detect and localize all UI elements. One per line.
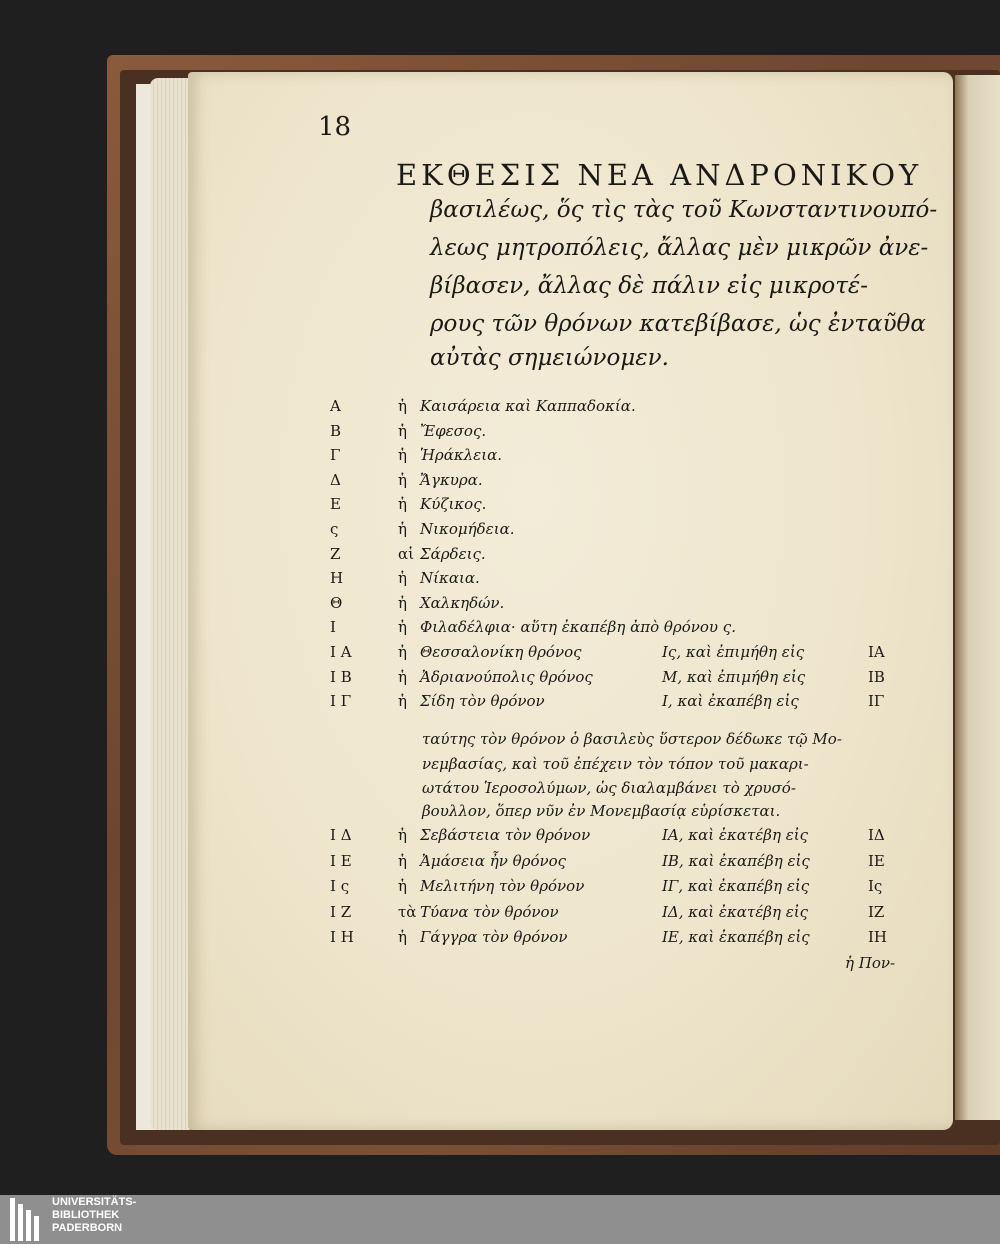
entry-number: Ι Η bbox=[330, 928, 354, 946]
entry-row bbox=[0, 471, 1000, 495]
entry-number: Ι ς bbox=[330, 877, 350, 895]
entry-article: ἡ bbox=[398, 667, 407, 686]
entry-rank-number: ΙΒ bbox=[868, 667, 885, 686]
entry-article: ἡ bbox=[398, 397, 407, 415]
entry-article: ἡ bbox=[398, 618, 407, 637]
title-line: λεως μητροπόλεις, ἄλλας μὲν μικρῶν ἀνε- bbox=[430, 235, 929, 261]
entry-name: Σίδη τὸν θρόνον bbox=[420, 692, 545, 711]
entry-rank: Μ, καὶ ἐπιμήθη εἰς bbox=[662, 667, 806, 686]
entry-number: Ι Β bbox=[330, 667, 352, 686]
entry-article: ἡ bbox=[398, 569, 407, 588]
library-name-line: BIBLIOTHEK bbox=[52, 1209, 120, 1221]
entry-number: Α bbox=[330, 397, 341, 415]
entry-number: Ζ bbox=[330, 544, 341, 563]
entry-name: Φιλαδέλφια· αὕτη ἐκαπέβη ἀπὸ θρόνου ς. bbox=[420, 618, 736, 637]
entry-number: Δ bbox=[330, 470, 341, 489]
entry-name: Ἄγκυρα. bbox=[420, 470, 483, 489]
entry-name: Σεβάστεια τὸν θρόνον bbox=[420, 826, 591, 844]
entry-number: Ι Γ bbox=[330, 692, 352, 711]
footer-bar bbox=[0, 1195, 1000, 1244]
entry-rank: ΙΔ, καὶ ἐκατέβη εἰς bbox=[662, 902, 809, 921]
entry-name: Μελιτήνη τὸν θρόνον bbox=[420, 877, 585, 895]
entry-article: ἡ bbox=[398, 826, 407, 844]
entry-number: Ε bbox=[330, 495, 341, 514]
entry-rank: ΙΕ, καὶ ἐκαπέβη εἰς bbox=[662, 928, 810, 946]
entry-row bbox=[0, 826, 1000, 850]
entry-row bbox=[0, 422, 1000, 446]
library-name-line: UNIVERSITÄTS- bbox=[52, 1196, 137, 1208]
entry-number: Ι Α bbox=[330, 643, 352, 661]
entry-article: ἡ bbox=[398, 520, 407, 538]
entry-article: αἱ bbox=[398, 544, 415, 563]
entry-row bbox=[0, 643, 1000, 667]
entry-row bbox=[0, 903, 1000, 927]
catchword: ἡ Πον- bbox=[845, 954, 896, 972]
entry-article: ἡ bbox=[398, 421, 407, 440]
entry-name: Γάγγρα τὸν θρόνον bbox=[420, 928, 568, 946]
entry-article: ἡ bbox=[398, 446, 407, 465]
note-line: ωτάτου Ἱεροσολύμων, ὡς διαλαμβάνει τὸ χρυσό- bbox=[422, 779, 796, 797]
entry-row bbox=[0, 495, 1000, 519]
entry-rank-number: ΙΔ bbox=[868, 826, 885, 844]
entry-name: Χαλκηδών. bbox=[420, 593, 505, 612]
entry-name: Ἀμάσεια ἦν θρόνος bbox=[420, 851, 567, 870]
entry-row bbox=[0, 397, 1000, 421]
entry-article: ἡ bbox=[398, 692, 407, 711]
entry-name: Τύανα τὸν θρόνον bbox=[420, 902, 559, 921]
entry-article: ἡ bbox=[398, 877, 407, 895]
headline: ΕΚΘΕΣΙΣ ΝΕΑ ΑΝΔΡΟΝΙΚΟΥ bbox=[396, 158, 923, 192]
entry-article: τὰ bbox=[398, 902, 417, 921]
entry-article: ἡ bbox=[398, 643, 407, 661]
entry-row bbox=[0, 545, 1000, 569]
entry-name: Κύζικος. bbox=[420, 495, 487, 514]
entry-number: Θ bbox=[330, 593, 343, 612]
entry-name: Ἔφεσος. bbox=[420, 421, 487, 440]
title-line: ρους τῶν θρόνων κατεβίβασε, ὡς ἐνταῦθα bbox=[430, 311, 926, 337]
entry-rank-number: ΙΑ bbox=[868, 643, 885, 661]
entry-article: ἡ bbox=[398, 928, 407, 946]
entry-row bbox=[0, 852, 1000, 876]
entry-number: Ι Ζ bbox=[330, 902, 352, 921]
entry-rank-number: ΙΗ bbox=[868, 928, 888, 946]
entry-name: Καισάρεια καὶ Καππαδοκία. bbox=[420, 397, 636, 415]
entry-rank: ΙΑ, καὶ ἐκατέβη εἰς bbox=[662, 826, 809, 844]
entry-number: Ι Δ bbox=[330, 826, 352, 844]
entry-rank: ΙΓ, καὶ ἐκαπέβη εἰς bbox=[662, 877, 810, 895]
entry-rank: ΙΒ, καὶ ἐκαπέβη εἰς bbox=[662, 851, 810, 870]
entry-article: ἡ bbox=[398, 593, 407, 612]
entry-rank-number: ΙΖ bbox=[868, 902, 885, 921]
entry-row bbox=[0, 520, 1000, 544]
entry-row bbox=[0, 594, 1000, 618]
entry-name: Σάρδεις. bbox=[420, 544, 486, 563]
title-line: βίβασεν, ἄλλας δὲ πάλιν εἰς μικροτέ- bbox=[430, 273, 869, 299]
entry-number: Γ bbox=[330, 446, 341, 465]
entry-rank-number: ΙΓ bbox=[868, 692, 885, 711]
title-line: αὐτὰς σημειώνομεν. bbox=[430, 345, 669, 371]
entry-article: ἡ bbox=[398, 495, 407, 514]
entry-rank: Ις, καὶ ἐπιμήθη εἰς bbox=[662, 643, 805, 661]
entry-row bbox=[0, 618, 1000, 642]
library-name-line: PADERBORN bbox=[52, 1222, 123, 1234]
entry-row bbox=[0, 877, 1000, 901]
entry-row bbox=[0, 668, 1000, 692]
note-line: ταύτης τὸν θρόνον ὁ βασιλεὺς ὕστερον δέδωκε τῷ Μο- bbox=[422, 730, 842, 748]
entry-number: Ι Ε bbox=[330, 851, 352, 870]
note-line: βουλλον, ὅπερ νῦν ἐν Μονεμβασίᾳ εὑρίσκεται. bbox=[422, 802, 781, 820]
page-number: 18 bbox=[318, 112, 352, 142]
entry-number: Β bbox=[330, 421, 342, 440]
entry-rank-number: Ις bbox=[868, 877, 883, 895]
note-line: νεμβασίας, καὶ τοῦ ἐπέχειν τὸν τόπον τοῦ μακαρι- bbox=[422, 755, 809, 773]
entry-article: ἡ bbox=[398, 851, 407, 870]
entry-name: Ἀδριανούπολις θρόνος bbox=[420, 667, 593, 686]
entry-row bbox=[0, 569, 1000, 593]
entry-article: ἡ bbox=[398, 470, 407, 489]
library-logo-icon bbox=[10, 1198, 46, 1241]
entry-row bbox=[0, 692, 1000, 716]
entry-name: Νικομήδεια. bbox=[420, 520, 515, 538]
entry-row bbox=[0, 928, 1000, 952]
entry-name: Νίκαια. bbox=[420, 569, 480, 588]
entry-name: Θεσσαλονίκη θρόνος bbox=[420, 643, 582, 661]
library-name bbox=[52, 1196, 136, 1235]
title-line: βασιλέως, ὅς τὶς τὰς τοῦ Κωνσταντινουπό- bbox=[430, 197, 938, 223]
entry-rank: Ι, καὶ ἐκαπέβη εἰς bbox=[662, 692, 799, 711]
entry-row bbox=[0, 446, 1000, 470]
entry-number: Ι bbox=[330, 618, 336, 637]
entry-rank-number: ΙΕ bbox=[868, 851, 885, 870]
entry-name: Ἡράκλεια. bbox=[420, 446, 503, 465]
entry-number: ς bbox=[330, 520, 339, 538]
entry-number: Η bbox=[330, 569, 344, 588]
